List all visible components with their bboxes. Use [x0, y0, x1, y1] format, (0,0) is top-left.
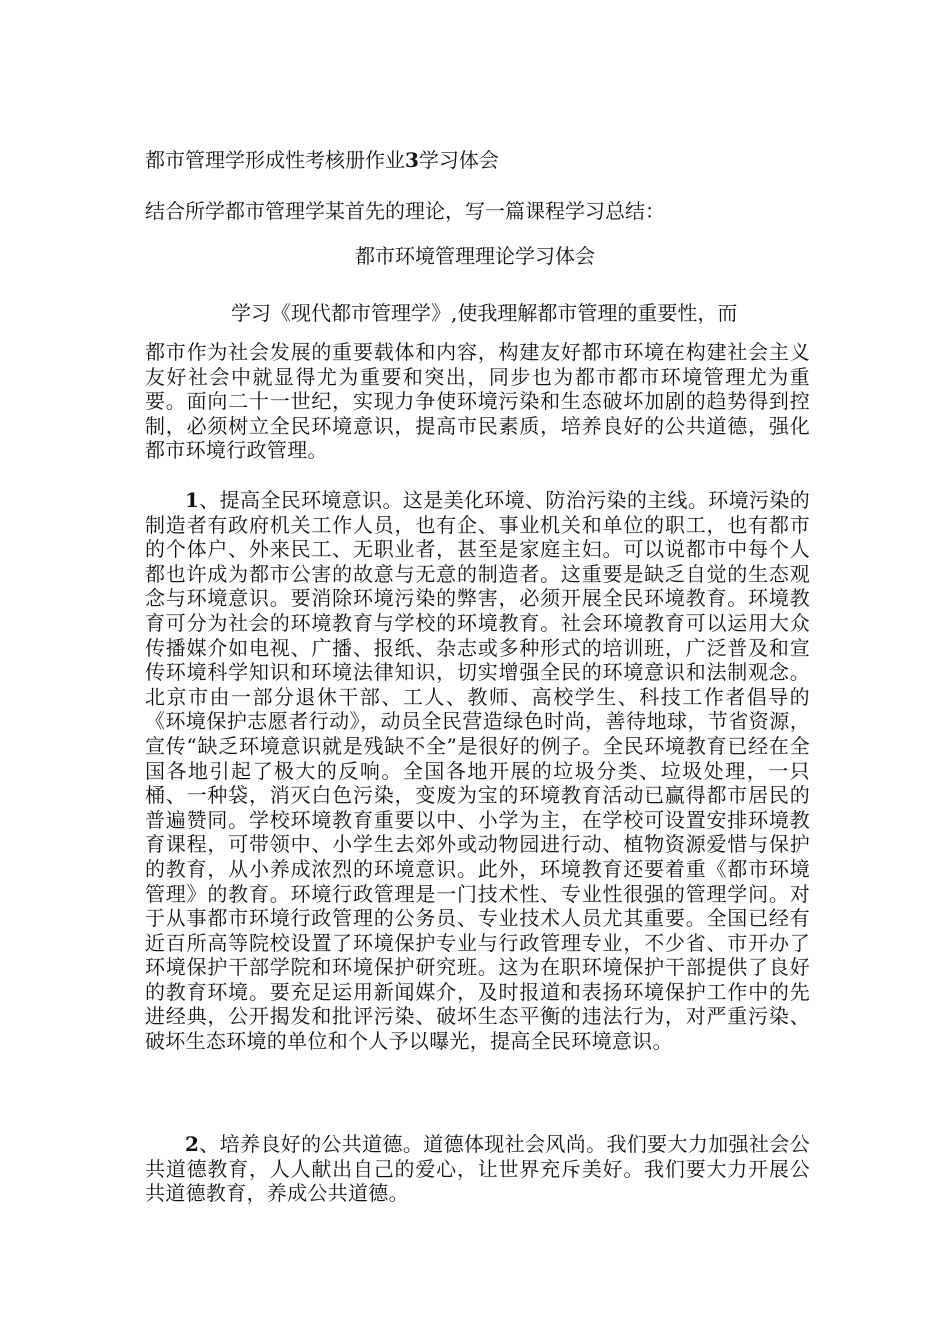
section-1-paragraph [145, 488, 810, 1054]
section-2-paragraph [145, 1132, 810, 1206]
intro-paragraph: 都市作为社会发展的重要载体和内容，构建友好都市环境在构建社会主义友好社会中就显得尤为重要和突出，同步也为都市都市环境管理尤为重要。面向二十一世纪，实现力争使环境污染和生态破坏加剧的趋势得到控制，必须树立全民环境意识，提高市民素质，培养良好的公共道德，强化都市环境行政管理。 [145, 340, 810, 463]
document-heading [145, 146, 499, 174]
heading-prefix: 都市管理学形成性考核册作业 [145, 148, 405, 172]
section-2-number: 2 [185, 1132, 200, 1156]
heading-number: 3 [405, 148, 419, 172]
section-2-text: 、培养良好的公共道德。道德体现社会风尚。我们要大力加强社会公共道德教育，人人献出自己的爱心，让世界充斥美好。我们要大力开展公共道德教育，养成公共道德。 [145, 1132, 810, 1206]
essay-title: 都市环境管理理论学习体会 [355, 244, 595, 268]
heading-suffix: 学习体会 [418, 148, 499, 172]
assignment-instruction: 结合所学都市管理学某首先的理论，写一篇课程学习总结： [145, 199, 665, 223]
intro-first-line: 学习《现代都市管理学》,使我理解都市管理的重要性，而 [231, 301, 738, 325]
section-1-text: 、提高全民环境意识。这是美化环境、防治污染的主线。环境污染的制造者有政府机关工作人员，也有企、事业机关和单位的职工，也有都市的个体户、外来民工、无职业者，甚至是家庭主妇。可以说都市中每个人都也许成为都市公害的故意与无意的制造者。这重要是缺乏自觉的生态观念与环境意识。要消除环境污染的弊害，必须开展全民环境教育。环境教育可分为社会的环境教育与学校的环境教育。社会环境教育可以运用大众传播媒介如电视、广播、报纸、杂志或多种形式的培训班，广泛普及和宣传环境科学知识和环境法律知识，切实增强全民的环境意识和法制观念。北京市由一部分退休干部、工人、教师、高校学生、科技工作者倡导的《环境保护志愿者行动》，动员全民营造绿色时尚，善待地球，节省资源，宣传“缺乏环境意识就是残缺不全”是很好的例子。全民环境教育已经在全国各地引起了极大的反响。全国各地开展的垃圾分类、垃圾处理，一只桶、一种袋，消灭白色污染，变废为宝的环境教育活动已赢得都市居民的普遍赞同。学校环境教育重要以中、小学为主，在学校可设置安排环境教育课程，可带领中、小学生去郊外或动物园进行动、植物资源爱惜与保护的教育，从小养成浓烈的环境意识。此外，环境教育还要着重《都市环境管理》的教育。环境行政管理是一门技术性、专业性很强的管理学问。对于从事都市环境行政管理的公务员、专业技术人员尤其重要。全国已经有近百所高等院校设置了环境保护专业与行政管理专业，不少省、市开办了环境保护干部学院和环境保护研究班。这为在职环境保护干部提供了良好的教育环境。要充足运用新闻媒介，及时报道和表扬环境保护工作中的先进经典，公开揭发和批评污染、破坏生态平衡的违法行为，对严重污染、破坏生态环境的单位和个人予以曝光，提高全民环境意识。 [145, 488, 810, 1054]
section-1-number: 1 [185, 488, 200, 512]
